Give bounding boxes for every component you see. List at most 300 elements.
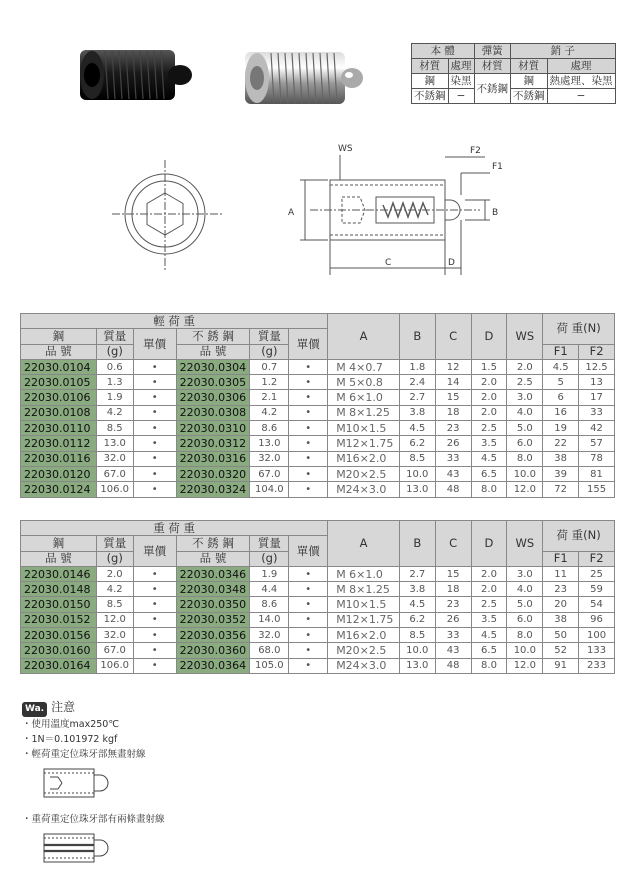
value-cell: 2.0	[471, 405, 507, 420]
value-cell: •	[133, 390, 176, 405]
item-code-cell: 22030.0156	[21, 628, 97, 643]
value-cell: 4.0	[507, 582, 543, 597]
table-row	[21, 482, 615, 497]
table-row	[21, 359, 615, 374]
value-cell: •	[133, 566, 176, 581]
item-code-cell: 22030.0304	[176, 359, 250, 374]
col-item-no: 品 號	[21, 551, 97, 566]
value-cell: 11	[543, 566, 579, 581]
col-c: C	[435, 521, 471, 567]
value-cell: 23	[435, 597, 471, 612]
value-cell: 0.6	[96, 359, 133, 374]
value-cell: •	[289, 451, 328, 466]
col-price: 單價	[289, 329, 328, 360]
thread-cell: M16×2.0	[328, 451, 400, 466]
item-code-cell: 22030.0308	[176, 405, 250, 420]
value-cell: •	[289, 482, 328, 497]
black-plunger-photo	[70, 40, 200, 110]
a-label: A	[288, 208, 295, 218]
value-cell: •	[133, 451, 176, 466]
col-item-no: 品 號	[176, 344, 250, 359]
pin-material: 鋼	[511, 74, 548, 89]
value-cell: •	[133, 582, 176, 597]
heavy-note: ・重荷重定位珠牙部有兩條畫射線	[22, 814, 165, 825]
item-code-cell: 22030.0104	[21, 359, 97, 374]
value-cell: •	[289, 359, 328, 374]
col-a: A	[328, 314, 400, 360]
value-cell: 8.0	[507, 628, 543, 643]
value-cell: 38	[543, 451, 579, 466]
notes-section	[22, 700, 146, 762]
value-cell: 4.5	[543, 359, 579, 374]
value-cell: 12.0	[96, 612, 133, 627]
value-cell: 2.1	[250, 390, 289, 405]
value-cell: 1.5	[471, 359, 507, 374]
thread-cell: M 4×0.7	[328, 359, 400, 374]
value-cell: 38	[543, 612, 579, 627]
col-mass-unit: (g)	[96, 344, 133, 359]
col-b: B	[399, 521, 435, 567]
col-mass-unit: (g)	[250, 344, 289, 359]
value-cell: 22	[543, 436, 579, 451]
value-cell: 32.0	[96, 451, 133, 466]
value-cell: 2.5	[471, 597, 507, 612]
thread-cell: M 6×1.0	[328, 566, 400, 581]
col-c: C	[435, 314, 471, 360]
value-cell: 54	[579, 597, 615, 612]
col-d: D	[471, 314, 507, 360]
value-cell: 8.5	[96, 597, 133, 612]
header-body: 本 體	[412, 44, 475, 59]
value-cell: 15	[435, 390, 471, 405]
pin-material: 不銹鋼	[511, 89, 548, 104]
value-cell: 68.0	[250, 643, 289, 658]
value-cell: 100	[579, 628, 615, 643]
value-cell: 8.0	[507, 451, 543, 466]
value-cell: 33	[579, 405, 615, 420]
steel-plunger-photo	[235, 40, 375, 115]
item-code-cell: 22030.0106	[21, 390, 97, 405]
value-cell: 6.2	[399, 612, 435, 627]
ws-label: WS	[338, 144, 353, 154]
header-treatment: 處理	[547, 59, 615, 74]
header-spring: 彈簧	[474, 44, 511, 59]
col-mass: 質量	[96, 329, 133, 344]
value-cell: 6.5	[471, 643, 507, 658]
col-ws: WS	[507, 314, 543, 360]
item-code-cell: 22030.0356	[176, 628, 250, 643]
value-cell: 1.9	[250, 566, 289, 581]
value-cell: 13.0	[96, 436, 133, 451]
value-cell: 13.0	[250, 436, 289, 451]
value-cell: •	[133, 466, 176, 481]
value-cell: 3.0	[507, 390, 543, 405]
value-cell: 2.5	[507, 375, 543, 390]
value-cell: 3.8	[399, 405, 435, 420]
col-price: 單價	[133, 536, 176, 567]
col-f1: F1	[543, 344, 579, 359]
value-cell: 26	[435, 436, 471, 451]
value-cell: •	[289, 597, 328, 612]
value-cell: 6.0	[507, 436, 543, 451]
value-cell: 10.0	[399, 466, 435, 481]
col-a: A	[328, 521, 400, 567]
col-f2: F2	[579, 551, 615, 566]
spring-material: 不銹鋼	[474, 74, 511, 104]
body-treatment: −	[448, 89, 474, 104]
value-cell: 17	[579, 390, 615, 405]
value-cell: 8.5	[96, 421, 133, 436]
value-cell: •	[289, 390, 328, 405]
thread-cell: M24×3.0	[328, 658, 400, 673]
note-item: ・使用溫度max250℃	[22, 719, 119, 730]
value-cell: 32.0	[96, 628, 133, 643]
value-cell: 10.0	[399, 643, 435, 658]
value-cell: •	[133, 482, 176, 497]
value-cell: 1.8	[399, 359, 435, 374]
item-code-cell: 22030.0324	[176, 482, 250, 497]
value-cell: 2.0	[471, 390, 507, 405]
item-code-cell: 22030.0148	[21, 582, 97, 597]
f2-label: F2	[470, 146, 481, 156]
side-view-drawing	[280, 135, 520, 280]
notes-badge: Wa.	[22, 702, 47, 717]
thread-cell: M 6×1.0	[328, 390, 400, 405]
value-cell: 3.5	[471, 612, 507, 627]
value-cell: 18	[435, 405, 471, 420]
item-code-cell: 22030.0364	[176, 658, 250, 673]
item-code-cell: 22030.0120	[21, 466, 97, 481]
col-price: 單價	[133, 329, 176, 360]
value-cell: 13.0	[399, 482, 435, 497]
col-mass: 質量	[250, 536, 289, 551]
item-code-cell: 22030.0146	[21, 566, 97, 581]
value-cell: 8.5	[399, 451, 435, 466]
item-code-cell: 22030.0346	[176, 566, 250, 581]
value-cell: 48	[435, 658, 471, 673]
light-load-table	[20, 313, 615, 498]
value-cell: 4.4	[250, 582, 289, 597]
value-cell: 67.0	[96, 466, 133, 481]
col-steel: 鋼	[21, 329, 97, 344]
item-code-cell: 22030.0306	[176, 390, 250, 405]
value-cell: 52	[543, 643, 579, 658]
value-cell: 4.5	[471, 451, 507, 466]
thread-cell: M20×2.5	[328, 643, 400, 658]
value-cell: 104.0	[250, 482, 289, 497]
table-row	[21, 643, 615, 658]
value-cell: 2.0	[507, 359, 543, 374]
value-cell: •	[133, 628, 176, 643]
value-cell: •	[133, 359, 176, 374]
notes-title: 注意	[51, 700, 76, 714]
item-code-cell: 22030.0360	[176, 643, 250, 658]
value-cell: •	[289, 566, 328, 581]
thread-cell: M12×1.75	[328, 436, 400, 451]
heavy-load-table	[20, 520, 615, 674]
item-code-cell: 22030.0316	[176, 451, 250, 466]
value-cell: 23	[543, 582, 579, 597]
thread-cell: M24×3.0	[328, 482, 400, 497]
body-material: 鋼	[412, 74, 449, 89]
item-code-cell: 22030.0164	[21, 658, 97, 673]
value-cell: •	[133, 658, 176, 673]
item-code-cell: 22030.0110	[21, 421, 97, 436]
value-cell: 13	[579, 375, 615, 390]
value-cell: •	[133, 436, 176, 451]
value-cell: 42	[579, 421, 615, 436]
value-cell: 2.0	[96, 566, 133, 581]
value-cell: 43	[435, 466, 471, 481]
thread-cell: M20×2.5	[328, 466, 400, 481]
col-load: 荷 重(N)	[543, 314, 615, 345]
pin-treatment: 熱處理、染黑	[547, 74, 615, 89]
col-f2: F2	[579, 344, 615, 359]
value-cell: 20	[543, 597, 579, 612]
header-material: 材質	[474, 59, 511, 74]
note-item: ・輕荷重定位珠牙部無畫射線	[22, 749, 146, 760]
table-row	[21, 612, 615, 627]
value-cell: 14.0	[250, 612, 289, 627]
table-row	[21, 405, 615, 420]
value-cell: 106.0	[96, 482, 133, 497]
value-cell: 33	[435, 451, 471, 466]
value-cell: 12	[435, 359, 471, 374]
value-cell: •	[133, 612, 176, 627]
value-cell: 2.4	[399, 375, 435, 390]
body-material: 不銹鋼	[412, 89, 449, 104]
value-cell: 10.0	[507, 643, 543, 658]
pin-treatment: −	[547, 89, 615, 104]
value-cell: •	[289, 405, 328, 420]
col-item-no: 品 號	[176, 551, 250, 566]
value-cell: •	[133, 375, 176, 390]
value-cell: •	[289, 612, 328, 627]
thread-cell: M10×1.5	[328, 421, 400, 436]
value-cell: 13.0	[399, 658, 435, 673]
col-b: B	[399, 314, 435, 360]
value-cell: 1.2	[250, 375, 289, 390]
item-code-cell: 22030.0108	[21, 405, 97, 420]
item-code-cell: 22030.0312	[176, 436, 250, 451]
item-code-cell: 22030.0305	[176, 375, 250, 390]
f1-label: F1	[492, 162, 503, 172]
value-cell: 133	[579, 643, 615, 658]
value-cell: 4.2	[96, 582, 133, 597]
material-table	[411, 43, 616, 104]
heavy-thread-drawing	[40, 830, 120, 866]
value-cell: 96	[579, 612, 615, 627]
note-item: ・1N＝0.101972 kgf	[22, 734, 118, 745]
value-cell: 1.9	[96, 390, 133, 405]
value-cell: 155	[579, 482, 615, 497]
value-cell: 16	[543, 405, 579, 420]
value-cell: 1.3	[96, 375, 133, 390]
value-cell: 33	[435, 628, 471, 643]
item-code-cell: 22030.0320	[176, 466, 250, 481]
value-cell: 4.5	[399, 597, 435, 612]
value-cell: 4.0	[507, 405, 543, 420]
table-row	[21, 658, 615, 673]
col-ws: WS	[507, 521, 543, 567]
value-cell: •	[133, 643, 176, 658]
value-cell: •	[289, 375, 328, 390]
thread-cell: M16×2.0	[328, 628, 400, 643]
thread-cell: M 8×1.25	[328, 405, 400, 420]
value-cell: 2.0	[471, 582, 507, 597]
table-row	[21, 628, 615, 643]
value-cell: 2.0	[471, 375, 507, 390]
value-cell: 5.0	[507, 597, 543, 612]
col-d: D	[471, 521, 507, 567]
value-cell: 3.5	[471, 436, 507, 451]
value-cell: 6.0	[507, 612, 543, 627]
value-cell: 72	[543, 482, 579, 497]
table-row	[21, 466, 615, 481]
value-cell: •	[289, 643, 328, 658]
value-cell: •	[289, 582, 328, 597]
value-cell: 12.5	[579, 359, 615, 374]
item-code-cell: 22030.0350	[176, 597, 250, 612]
col-stainless: 不 銹 鋼	[176, 536, 250, 551]
value-cell: 2.7	[399, 566, 435, 581]
value-cell: 8.5	[399, 628, 435, 643]
body-treatment: 染黑	[448, 74, 474, 89]
item-code-cell: 22030.0105	[21, 375, 97, 390]
value-cell: 3.8	[399, 582, 435, 597]
value-cell: 4.2	[96, 405, 133, 420]
table-row	[21, 566, 615, 581]
thread-cell: M 8×1.25	[328, 582, 400, 597]
table-row	[21, 597, 615, 612]
light-table-title: 輕 荷 重	[21, 314, 328, 329]
value-cell: 233	[579, 658, 615, 673]
value-cell: 6	[543, 390, 579, 405]
col-item-no: 品 號	[21, 344, 97, 359]
value-cell: 8.0	[471, 482, 507, 497]
heavy-table-title: 重 荷 重	[21, 521, 328, 536]
value-cell: 8.6	[250, 597, 289, 612]
table-row	[21, 436, 615, 451]
thread-cell: M12×1.75	[328, 612, 400, 627]
col-mass: 質量	[250, 329, 289, 344]
end-view-drawing	[112, 160, 222, 270]
value-cell: 81	[579, 466, 615, 481]
value-cell: 91	[543, 658, 579, 673]
value-cell: 12.0	[507, 482, 543, 497]
value-cell: 2.7	[399, 390, 435, 405]
value-cell: 14	[435, 375, 471, 390]
value-cell: •	[133, 405, 176, 420]
table-row	[21, 375, 615, 390]
value-cell: 5	[543, 375, 579, 390]
value-cell: 106.0	[96, 658, 133, 673]
item-code-cell: 22030.0150	[21, 597, 97, 612]
value-cell: 10.0	[507, 466, 543, 481]
value-cell: 39	[543, 466, 579, 481]
col-mass: 質量	[96, 536, 133, 551]
value-cell: 5.0	[507, 421, 543, 436]
table-row	[21, 582, 615, 597]
value-cell: 8.0	[471, 658, 507, 673]
header-material: 材質	[412, 59, 449, 74]
value-cell: •	[289, 466, 328, 481]
col-f1: F1	[543, 551, 579, 566]
value-cell: 2.5	[471, 421, 507, 436]
value-cell: 0.7	[250, 359, 289, 374]
value-cell: 18	[435, 582, 471, 597]
value-cell: •	[133, 421, 176, 436]
col-mass-unit: (g)	[96, 551, 133, 566]
col-steel: 鋼	[21, 536, 97, 551]
item-code-cell: 22030.0310	[176, 421, 250, 436]
c-label: C	[385, 258, 392, 268]
value-cell: 6.5	[471, 466, 507, 481]
table-row	[21, 390, 615, 405]
value-cell: 25	[579, 566, 615, 581]
value-cell: 23	[435, 421, 471, 436]
col-load: 荷 重(N)	[543, 521, 615, 552]
item-code-cell: 22030.0124	[21, 482, 97, 497]
table-row	[21, 421, 615, 436]
item-code-cell: 22030.0160	[21, 643, 97, 658]
col-mass-unit: (g)	[250, 551, 289, 566]
table-row	[21, 451, 615, 466]
value-cell: 43	[435, 643, 471, 658]
value-cell: •	[289, 658, 328, 673]
b-label: B	[492, 208, 499, 218]
value-cell: 8.6	[250, 421, 289, 436]
value-cell: 4.5	[399, 421, 435, 436]
value-cell: 105.0	[250, 658, 289, 673]
col-stainless: 不 銹 鋼	[176, 329, 250, 344]
value-cell: 15	[435, 566, 471, 581]
value-cell: 19	[543, 421, 579, 436]
value-cell: •	[133, 597, 176, 612]
thread-cell: M 5×0.8	[328, 375, 400, 390]
item-code-cell: 22030.0352	[176, 612, 250, 627]
value-cell: 67.0	[96, 643, 133, 658]
header-material: 材質	[511, 59, 548, 74]
value-cell: 12.0	[507, 658, 543, 673]
item-code-cell: 22030.0348	[176, 582, 250, 597]
value-cell: •	[289, 436, 328, 451]
light-thread-drawing	[40, 765, 120, 801]
value-cell: •	[289, 628, 328, 643]
item-code-cell: 22030.0112	[21, 436, 97, 451]
col-price: 單價	[289, 536, 328, 567]
value-cell: 48	[435, 482, 471, 497]
value-cell: 78	[579, 451, 615, 466]
value-cell: 59	[579, 582, 615, 597]
value-cell: 6.2	[399, 436, 435, 451]
item-code-cell: 22030.0116	[21, 451, 97, 466]
item-code-cell: 22030.0152	[21, 612, 97, 627]
value-cell: 2.0	[471, 566, 507, 581]
value-cell: 67.0	[250, 466, 289, 481]
value-cell: 3.0	[507, 566, 543, 581]
value-cell: •	[289, 421, 328, 436]
value-cell: 4.5	[471, 628, 507, 643]
value-cell: 32.0	[250, 628, 289, 643]
value-cell: 57	[579, 436, 615, 451]
header-pin: 銷 子	[511, 44, 616, 59]
value-cell: 4.2	[250, 405, 289, 420]
header-treatment: 處理	[448, 59, 474, 74]
value-cell: 26	[435, 612, 471, 627]
thread-cell: M10×1.5	[328, 597, 400, 612]
value-cell: 32.0	[250, 451, 289, 466]
